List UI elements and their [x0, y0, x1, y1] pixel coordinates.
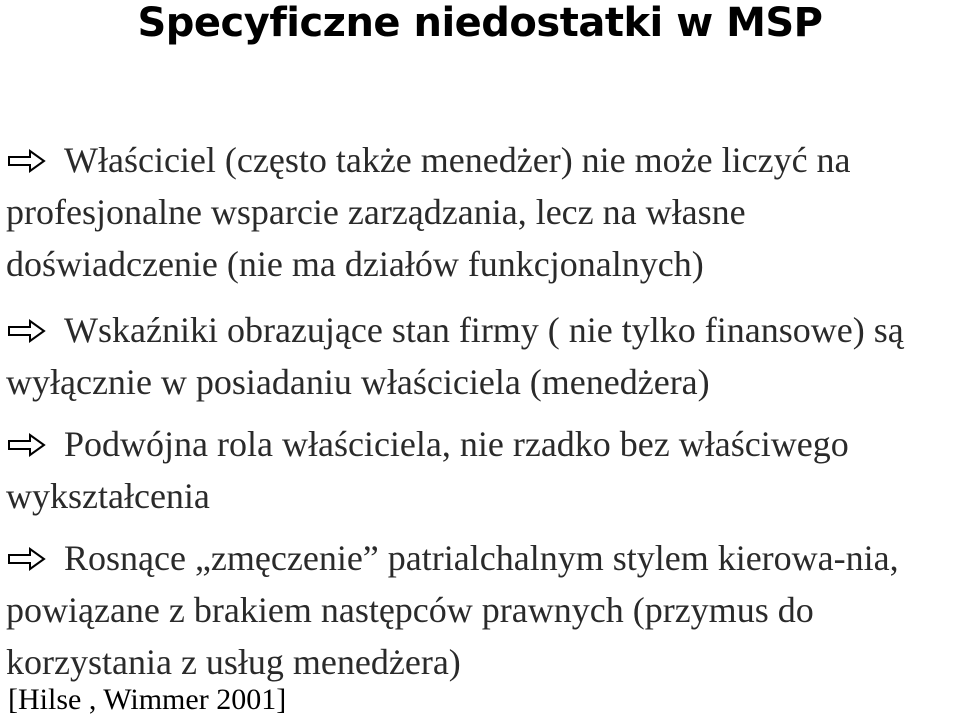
- bullet-item: [6, 134, 956, 290]
- bullet-text: Podwójna rola właściciela, nie rzadko bez właściwego wykształcenia: [6, 424, 849, 516]
- bullet-text: Wskaźniki obrazujące stan firmy ( nie tylko finansowe) są wyłącznie w posiadaniu właściciela (menedżera): [6, 310, 904, 402]
- arrow-bullet-icon: [6, 318, 52, 344]
- citation: [Hilse , Wimmer 2001]: [8, 683, 287, 716]
- bullet-item: [6, 418, 956, 522]
- bullet-list: [6, 134, 956, 702]
- bullet-text: Właściciel (często także menedżer) nie może liczyć na profesjonalne wsparcie zarządzania, lecz na własne doświadczenie (nie ma działów funkcjonalnych): [6, 140, 851, 284]
- slide-title: Specyficzne niedostatki w MSP: [137, 0, 823, 46]
- arrow-bullet-icon: [6, 432, 52, 458]
- arrow-bullet-icon: [6, 546, 52, 572]
- bullet-text: Rosnące „zmęczenie” patrialchalnym stylem kierowa-nia, powiązane z brakiem następców prawnych (przymus do korzystania z usług menedżera): [6, 538, 899, 682]
- bullet-item: [6, 304, 956, 408]
- bullet-item: [6, 532, 956, 688]
- arrow-bullet-icon: [6, 148, 52, 174]
